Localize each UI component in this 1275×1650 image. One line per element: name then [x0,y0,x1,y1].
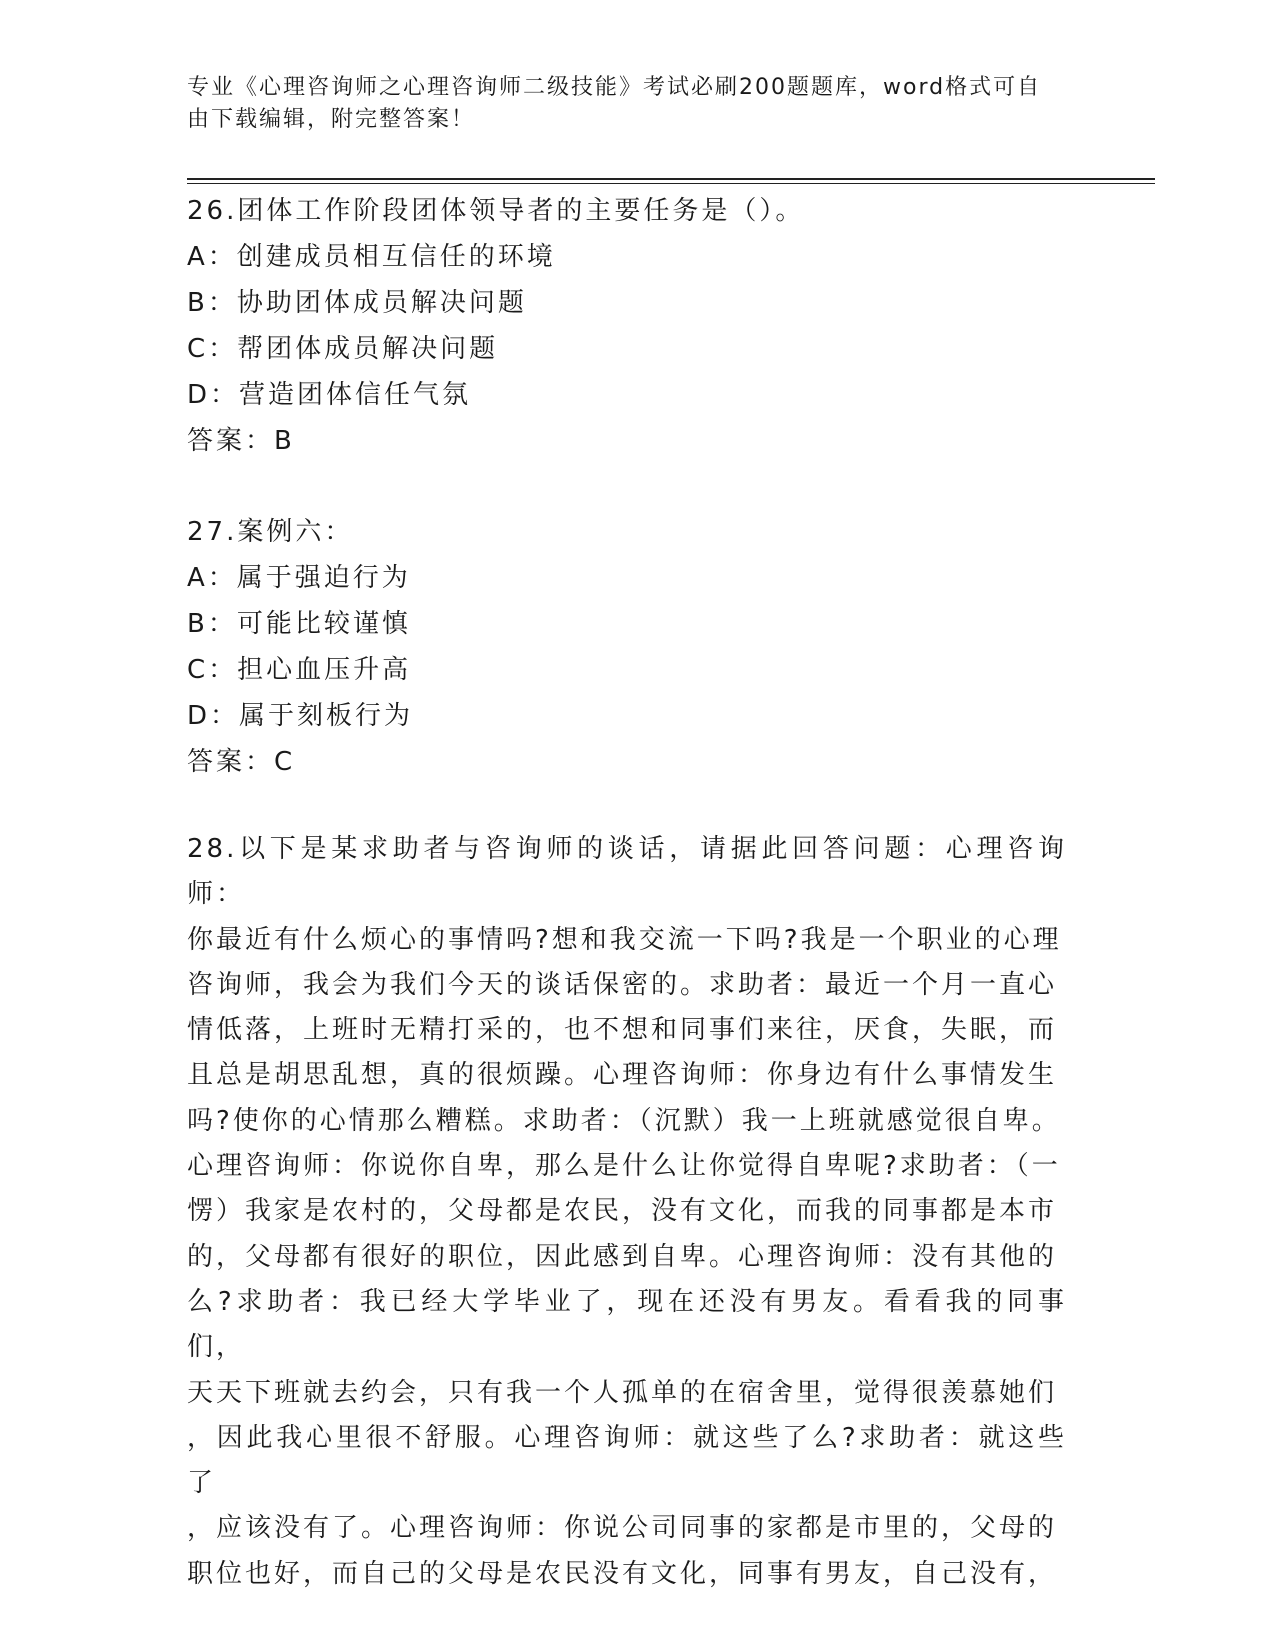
questions-body [187,188,1067,1597]
document-header [187,72,1087,136]
question-text: 团体工作阶段团体领导者的主要任务是（）。 [237,196,805,226]
question-number: 26. [187,196,238,226]
header-rule-thick [187,178,1155,180]
spacer [187,464,1067,509]
option-c: C：帮团体成员解决问题 [187,334,499,364]
paragraph-line: ，因此我心里很不舒服。心理咨询师：就这些了么?求助者：就这些了 [187,1422,1067,1499]
header-line-2: 由下载编辑，附完整答案！ [187,107,476,132]
paragraph-line: ，应该没有了。心理咨询师：你说公司同事的家都是市里的，父母的 [187,1513,1058,1544]
option-b: B：可能比较谨慎 [187,609,411,639]
paragraph-line: 么?求助者：我已经大学毕业了，现在还没有男友。看看我的同事们， [187,1286,1067,1363]
question-text: 案例六： [237,517,354,547]
spacer [187,785,1067,827]
question-stem [187,509,1067,555]
question-stem [187,188,1067,234]
paragraph-line: 心理咨询师：你说你自卑，那么是什么让你觉得自卑呢?求助者：（一 [187,1151,1061,1182]
option-a: A：属于强迫行为 [187,563,411,593]
paragraph-line: 天天下班就去约会，只有我一个人孤单的在宿舍里，觉得很羡慕她们 [187,1377,1058,1408]
question-number: 27. [187,517,238,547]
question-27 [187,509,1067,785]
paragraph-line: 咨询师，我会为我们今天的谈话保密的。求助者：最近一个月一直心 [187,969,1058,1000]
option-c: C：担心血压升高 [187,655,412,685]
paragraph-line: 且总是胡思乱想，真的很烦躁。心理咨询师：你身边有什么事情发生 [187,1060,1058,1091]
paragraph-line: 职位也好，而自己的父母是农民没有文化，同事有男友，自己没有， [187,1558,1058,1589]
paragraph-line: 的，父母都有很好的职位，因此感到自卑。心理咨询师：没有其他的 [187,1241,1058,1272]
option-a: A：创建成员相互信任的环境 [187,242,556,272]
question-26 [187,188,1067,464]
option-d: D：营造团体信任气氛 [187,380,472,410]
paragraph-line: 28.以下是某求助者与咨询师的谈话，请据此回答问题：心理咨询师： [187,834,1067,910]
option-b: B：协助团体成员解决问题 [187,288,527,318]
answer-label: 答案：C [187,747,296,777]
header-line-1: 专业《心理咨询师之心理咨询师二级技能》考试必刷200题题库，word格式可自 [187,75,1042,100]
question-28 [187,827,1067,1597]
paragraph-line: 愣）我家是农村的，父母都是农民，没有文化，而我的同事都是本市 [187,1196,1058,1227]
option-d: D：属于刻板行为 [187,701,414,731]
paragraph-line: 情低落，上班时无精打采的，也不想和同事们来往，厌食，失眠，而 [187,1015,1058,1046]
header-rule-thin [187,183,1155,184]
paragraph-line: 吗?使你的心情那么糟糕。求助者：（沉默）我一上班就感觉很自卑。 [187,1105,1061,1136]
paragraph-line: 你最近有什么烦心的事情吗?想和我交流一下吗?我是一个职业的心理 [187,924,1062,955]
answer-label: 答案：B [187,426,295,456]
